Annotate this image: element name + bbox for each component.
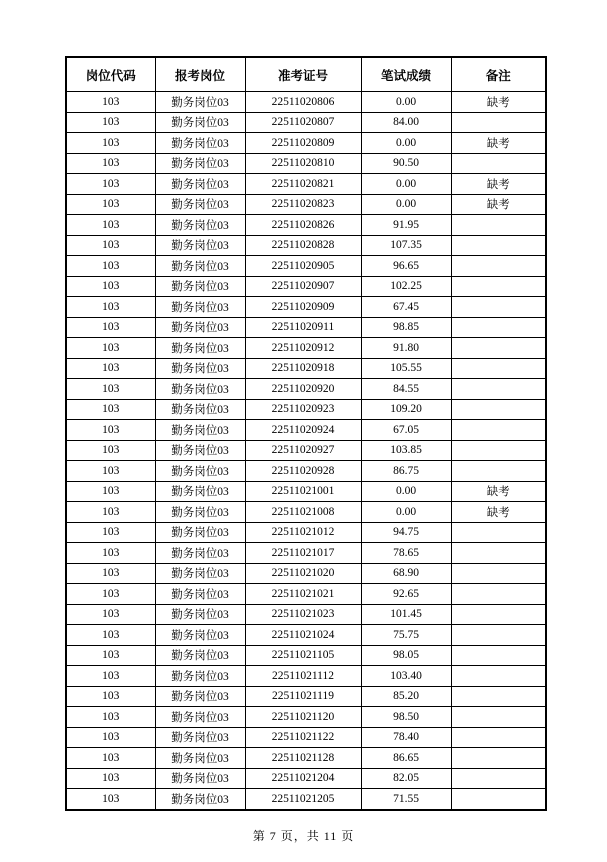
table-cell: 103 xyxy=(66,727,155,748)
table-cell xyxy=(451,358,546,379)
table-cell: 0.00 xyxy=(361,92,451,113)
table-cell: 103 xyxy=(66,768,155,789)
table-cell: 22511020920 xyxy=(245,379,361,400)
table-cell xyxy=(451,604,546,625)
table-cell: 82.05 xyxy=(361,768,451,789)
table-cell xyxy=(451,440,546,461)
table-cell: 101.45 xyxy=(361,604,451,625)
table-row xyxy=(66,399,546,420)
table-cell: 84.55 xyxy=(361,379,451,400)
table-cell: 勤务岗位03 xyxy=(155,276,245,297)
table-cell: 103 xyxy=(66,481,155,502)
table-cell: 22511020912 xyxy=(245,338,361,359)
column-header: 岗位代码 xyxy=(66,57,155,92)
table-cell: 98.50 xyxy=(361,707,451,728)
table-cell: 22511021024 xyxy=(245,625,361,646)
table-cell: 勤务岗位03 xyxy=(155,174,245,195)
table-cell: 22511021008 xyxy=(245,502,361,523)
table-cell: 缺考 xyxy=(451,481,546,502)
table-cell xyxy=(451,768,546,789)
table-row xyxy=(66,235,546,256)
table-cell: 0.00 xyxy=(361,481,451,502)
table-cell: 103 xyxy=(66,625,155,646)
table-cell: 103 xyxy=(66,153,155,174)
table-cell: 缺考 xyxy=(451,194,546,215)
table-cell: 86.75 xyxy=(361,461,451,482)
table-cell: 22511021012 xyxy=(245,522,361,543)
table-cell: 103 xyxy=(66,645,155,666)
table-cell: 22511020923 xyxy=(245,399,361,420)
table-cell: 107.35 xyxy=(361,235,451,256)
table-row xyxy=(66,584,546,605)
table-cell: 103 xyxy=(66,584,155,605)
table-row xyxy=(66,522,546,543)
table-cell: 22511020911 xyxy=(245,317,361,338)
table-cell: 勤务岗位03 xyxy=(155,440,245,461)
table-cell: 22511021020 xyxy=(245,563,361,584)
table-cell xyxy=(451,727,546,748)
table-row xyxy=(66,153,546,174)
table-cell xyxy=(451,625,546,646)
table-cell: 22511020924 xyxy=(245,420,361,441)
table-cell: 103 xyxy=(66,317,155,338)
table-cell: 78.65 xyxy=(361,543,451,564)
table-cell: 103 xyxy=(66,399,155,420)
table-cell: 68.90 xyxy=(361,563,451,584)
table-cell: 91.95 xyxy=(361,215,451,236)
table-row xyxy=(66,748,546,769)
table-cell: 22511020909 xyxy=(245,297,361,318)
table-cell: 94.75 xyxy=(361,522,451,543)
table-cell: 67.45 xyxy=(361,297,451,318)
table-row xyxy=(66,133,546,154)
column-header: 报考岗位 xyxy=(155,57,245,92)
table-cell: 22511020828 xyxy=(245,235,361,256)
header-row xyxy=(66,57,546,92)
table-cell: 勤务岗位03 xyxy=(155,686,245,707)
table-cell xyxy=(451,645,546,666)
table-cell: 103 xyxy=(66,666,155,687)
table-cell: 103 xyxy=(66,440,155,461)
table-cell: 22511020928 xyxy=(245,461,361,482)
table-cell: 71.55 xyxy=(361,789,451,810)
table-cell: 22511021021 xyxy=(245,584,361,605)
table-cell: 22511021128 xyxy=(245,748,361,769)
table-cell xyxy=(451,748,546,769)
table-cell xyxy=(451,297,546,318)
table-cell: 勤务岗位03 xyxy=(155,789,245,810)
table-cell xyxy=(451,563,546,584)
table-cell: 75.75 xyxy=(361,625,451,646)
table-cell: 勤务岗位03 xyxy=(155,92,245,113)
table-cell: 103 xyxy=(66,112,155,133)
table-row xyxy=(66,440,546,461)
column-header: 准考证号 xyxy=(245,57,361,92)
table-cell: 勤务岗位03 xyxy=(155,194,245,215)
table-cell xyxy=(451,399,546,420)
table-cell: 92.65 xyxy=(361,584,451,605)
table-cell: 22511020809 xyxy=(245,133,361,154)
table-cell xyxy=(451,276,546,297)
table-cell: 0.00 xyxy=(361,174,451,195)
table-cell: 勤务岗位03 xyxy=(155,235,245,256)
table-cell: 22511021017 xyxy=(245,543,361,564)
table-cell: 22511020806 xyxy=(245,92,361,113)
table-cell: 勤务岗位03 xyxy=(155,502,245,523)
table-cell: 103 xyxy=(66,748,155,769)
table-cell: 103 xyxy=(66,358,155,379)
table-cell: 22511020823 xyxy=(245,194,361,215)
table-cell xyxy=(451,707,546,728)
table-cell: 勤务岗位03 xyxy=(155,666,245,687)
table-cell: 98.85 xyxy=(361,317,451,338)
column-header: 笔试成绩 xyxy=(361,57,451,92)
table-cell: 勤务岗位03 xyxy=(155,338,245,359)
table-cell: 勤务岗位03 xyxy=(155,645,245,666)
table-cell: 勤务岗位03 xyxy=(155,112,245,133)
table-cell: 勤务岗位03 xyxy=(155,543,245,564)
table-row xyxy=(66,92,546,113)
table-cell: 102.25 xyxy=(361,276,451,297)
table-cell xyxy=(451,686,546,707)
table-row xyxy=(66,625,546,646)
table-cell: 98.05 xyxy=(361,645,451,666)
table-cell xyxy=(451,215,546,236)
table-cell: 22511021205 xyxy=(245,789,361,810)
table-cell: 103 xyxy=(66,563,155,584)
table-cell xyxy=(451,522,546,543)
table-cell: 103.40 xyxy=(361,666,451,687)
table-cell: 勤务岗位03 xyxy=(155,481,245,502)
table-cell: 勤务岗位03 xyxy=(155,584,245,605)
table-cell: 109.20 xyxy=(361,399,451,420)
table-cell: 103 xyxy=(66,707,155,728)
table-cell: 22511020927 xyxy=(245,440,361,461)
table-cell: 22511021112 xyxy=(245,666,361,687)
table-row xyxy=(66,112,546,133)
table-row xyxy=(66,297,546,318)
table-cell: 103.85 xyxy=(361,440,451,461)
table-cell: 勤务岗位03 xyxy=(155,604,245,625)
table-cell: 103 xyxy=(66,133,155,154)
table-row xyxy=(66,707,546,728)
table-cell xyxy=(451,420,546,441)
table-cell: 103 xyxy=(66,92,155,113)
table-cell: 103 xyxy=(66,522,155,543)
table-cell: 勤务岗位03 xyxy=(155,256,245,277)
table-cell: 86.65 xyxy=(361,748,451,769)
table-row xyxy=(66,481,546,502)
table-cell: 91.80 xyxy=(361,338,451,359)
table-row xyxy=(66,215,546,236)
table-row xyxy=(66,338,546,359)
table-cell xyxy=(451,666,546,687)
table-cell: 勤务岗位03 xyxy=(155,707,245,728)
table-row xyxy=(66,604,546,625)
table-row xyxy=(66,174,546,195)
table-row xyxy=(66,502,546,523)
table-cell: 22511020907 xyxy=(245,276,361,297)
table-cell: 103 xyxy=(66,297,155,318)
table-cell: 22511020810 xyxy=(245,153,361,174)
table-cell: 103 xyxy=(66,461,155,482)
table-cell: 缺考 xyxy=(451,133,546,154)
table-cell: 22511021122 xyxy=(245,727,361,748)
table-cell: 103 xyxy=(66,686,155,707)
table-row xyxy=(66,543,546,564)
table-cell: 勤务岗位03 xyxy=(155,727,245,748)
table-cell: 103 xyxy=(66,379,155,400)
page-number: 第 7 页，共 11 页 xyxy=(252,829,355,843)
table-cell xyxy=(451,789,546,810)
table-cell: 67.05 xyxy=(361,420,451,441)
table-row xyxy=(66,358,546,379)
table-cell: 勤务岗位03 xyxy=(155,133,245,154)
table-cell: 96.65 xyxy=(361,256,451,277)
table-cell: 103 xyxy=(66,256,155,277)
table-cell: 85.20 xyxy=(361,686,451,707)
table-cell xyxy=(451,543,546,564)
table-cell: 78.40 xyxy=(361,727,451,748)
table-row xyxy=(66,194,546,215)
table-cell xyxy=(451,112,546,133)
table-cell: 103 xyxy=(66,235,155,256)
table-cell: 0.00 xyxy=(361,502,451,523)
table-cell: 勤务岗位03 xyxy=(155,297,245,318)
table-cell: 103 xyxy=(66,174,155,195)
table-cell: 103 xyxy=(66,543,155,564)
table-cell: 0.00 xyxy=(361,194,451,215)
table-cell: 22511021120 xyxy=(245,707,361,728)
table-cell: 勤务岗位03 xyxy=(155,317,245,338)
table-row xyxy=(66,317,546,338)
table-cell xyxy=(451,153,546,174)
table-cell: 103 xyxy=(66,338,155,359)
table-cell: 勤务岗位03 xyxy=(155,153,245,174)
table-cell: 22511020905 xyxy=(245,256,361,277)
table-cell: 22511021001 xyxy=(245,481,361,502)
table-cell: 103 xyxy=(66,194,155,215)
table-cell xyxy=(451,461,546,482)
table-cell: 勤务岗位03 xyxy=(155,358,245,379)
table-cell: 勤务岗位03 xyxy=(155,379,245,400)
table-cell xyxy=(451,379,546,400)
table-cell: 103 xyxy=(66,789,155,810)
table-row xyxy=(66,420,546,441)
table-cell xyxy=(451,235,546,256)
table-row xyxy=(66,256,546,277)
table-cell xyxy=(451,256,546,277)
table-cell: 勤务岗位03 xyxy=(155,420,245,441)
table-cell: 勤务岗位03 xyxy=(155,522,245,543)
table-cell: 90.50 xyxy=(361,153,451,174)
table-cell: 22511021204 xyxy=(245,768,361,789)
table-cell: 勤务岗位03 xyxy=(155,748,245,769)
table-cell: 22511020807 xyxy=(245,112,361,133)
table-cell: 22511020826 xyxy=(245,215,361,236)
table-row xyxy=(66,727,546,748)
table-cell xyxy=(451,317,546,338)
score-table xyxy=(65,56,547,811)
table-row xyxy=(66,379,546,400)
table-row xyxy=(66,645,546,666)
table-cell: 103 xyxy=(66,215,155,236)
table-cell: 缺考 xyxy=(451,502,546,523)
table-cell: 勤务岗位03 xyxy=(155,563,245,584)
column-header: 备注 xyxy=(451,57,546,92)
table-row xyxy=(66,768,546,789)
table-cell xyxy=(451,584,546,605)
table-cell: 勤务岗位03 xyxy=(155,399,245,420)
table-row xyxy=(66,666,546,687)
table-cell: 22511020821 xyxy=(245,174,361,195)
table-row xyxy=(66,686,546,707)
table-cell: 勤务岗位03 xyxy=(155,625,245,646)
table-cell xyxy=(451,338,546,359)
table-cell: 勤务岗位03 xyxy=(155,215,245,236)
table-cell: 缺考 xyxy=(451,174,546,195)
table-cell: 103 xyxy=(66,420,155,441)
table-cell: 103 xyxy=(66,276,155,297)
table-cell: 22511021119 xyxy=(245,686,361,707)
table-cell: 105.55 xyxy=(361,358,451,379)
table-cell: 缺考 xyxy=(451,92,546,113)
table-cell: 勤务岗位03 xyxy=(155,461,245,482)
table-cell: 勤务岗位03 xyxy=(155,768,245,789)
table-row xyxy=(66,461,546,482)
table-body xyxy=(66,92,546,810)
table-cell: 22511021105 xyxy=(245,645,361,666)
table-cell: 103 xyxy=(66,502,155,523)
table-cell: 0.00 xyxy=(361,133,451,154)
table-cell: 103 xyxy=(66,604,155,625)
table-row xyxy=(66,789,546,810)
table-cell: 84.00 xyxy=(361,112,451,133)
table-row xyxy=(66,276,546,297)
table-row xyxy=(66,563,546,584)
table-cell: 22511021023 xyxy=(245,604,361,625)
table-cell: 22511020918 xyxy=(245,358,361,379)
